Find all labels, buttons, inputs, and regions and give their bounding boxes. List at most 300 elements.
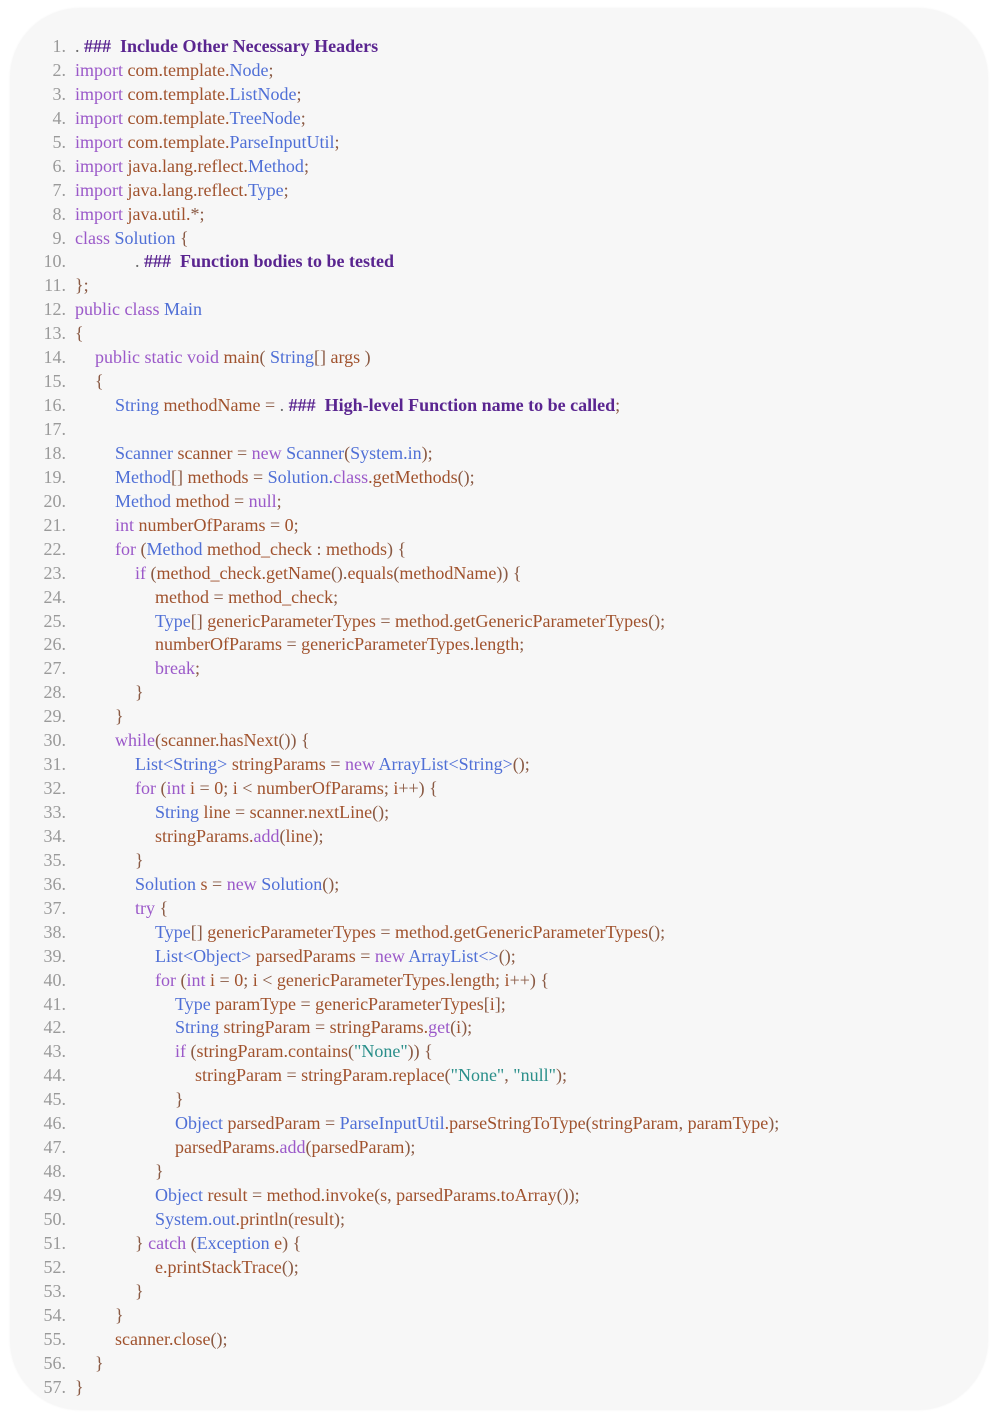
code-line [10,1064,988,1088]
code-token: *; [190,203,205,224]
code-token: < [237,778,257,799]
code-line [10,346,988,370]
code-token: parsedParams. [175,1137,280,1158]
code-token: List<String> [135,754,232,775]
line-number: 33. [43,802,66,822]
line-number: 36. [43,873,66,894]
code-line [10,490,988,514]
line-content [75,1112,779,1136]
code-token: (); [648,610,666,631]
line-number: 26. [43,634,66,655]
line-content [75,1160,164,1184]
code-token: method [175,490,230,511]
code-token: (); [457,466,475,487]
code-token: import [75,131,128,152]
code-token: = [230,802,250,822]
code-token: } [135,682,144,703]
line-content [75,921,665,945]
code-token: = [260,395,280,416]
code-token: ( [344,442,351,463]
code-line [10,562,988,586]
line-number: 13. [43,323,66,344]
line-content [75,1016,472,1040]
code-line [10,945,988,969]
code-token: int [115,514,139,535]
code-token: import [75,179,128,200]
code-line [10,825,988,849]
line-number: 46. [43,1113,66,1134]
code-token: import [75,107,128,128]
code-token: = [265,514,285,535]
code-token: numberOfParams [155,634,282,655]
line-number: 56. [43,1352,66,1373]
line-number: 37. [43,897,66,918]
code-token: import [75,155,128,176]
code-token: Main [163,299,202,320]
line-content [75,1352,104,1376]
code-token: 0 [284,514,294,535]
code-token: ; [293,514,299,535]
code-token: scanner.hasNext [161,730,279,751]
code-block [10,35,988,1399]
code-token: } [135,1232,149,1253]
code-line [10,705,988,729]
code-token: parsedParams [255,945,356,966]
line-content [75,490,282,514]
code-token: ); [312,825,324,846]
line-content [75,969,549,993]
line-number: 7. [52,179,66,200]
line-number: 35. [43,849,66,870]
line-number: 14. [43,347,66,368]
code-line [10,322,988,346]
code-token: String [175,1017,224,1038]
code-line [10,657,988,681]
line-number: 55. [43,1328,66,1349]
line-content [75,1088,184,1112]
code-token: ; [223,778,233,799]
code-line [10,969,988,993]
code-token: Method [115,466,171,487]
code-token: = [195,778,215,799]
code-line [10,466,988,490]
code-token: ListNode [229,83,297,104]
code-token: Node [229,59,269,80]
code-token: try [135,897,155,918]
placeholder-comment: ### Function bodies to be tested [144,251,395,272]
code-token: ; [243,969,253,990]
code-token: parsedParam [227,1113,321,1134]
code-token: import [75,83,128,104]
code-token: ( [305,1137,312,1158]
code-token: ()); [556,1185,580,1205]
line-number: 20. [43,490,66,511]
code-token: Type [247,179,284,200]
code-token: "None" [353,1041,408,1062]
line-content [75,1256,299,1280]
code-token: s [380,1185,388,1205]
line-content [75,633,524,657]
code-token: Type [175,993,216,1014]
line-content [75,1376,84,1400]
code-line [10,993,988,1017]
code-token: Scanner [286,442,345,463]
code-token: [] [171,466,188,487]
code-token: [] [190,921,208,942]
code-token: i [232,778,238,799]
code-line [10,1328,988,1352]
code-token: . [135,251,144,272]
code-line [10,681,988,705]
code-token: s [200,873,208,894]
code-line [10,203,988,227]
code-token: ( [585,1113,592,1134]
line-content [75,801,389,825]
code-token: ; [300,107,306,128]
code-token: com.template. [127,107,230,128]
code-token: i [210,969,216,990]
code-line [10,1160,988,1184]
line-number: 2. [52,59,66,80]
code-token: ; [495,969,505,990]
line-content [75,394,620,418]
code-token: paramType [215,993,296,1014]
code-token: ( [288,1208,295,1229]
line-content [75,610,665,634]
code-line [10,1184,988,1208]
code-line [10,1136,988,1160]
code-token: (); [512,754,530,775]
code-token: get [428,1017,451,1038]
code-token: = [310,1017,330,1038]
line-number: 12. [43,299,66,320]
code-token: Solution [261,873,323,894]
code-line [10,1040,988,1064]
code-token: { [95,371,104,392]
code-line [10,633,988,657]
code-token: = [247,1185,267,1205]
line-number: 54. [43,1304,66,1325]
code-token: = [295,993,316,1014]
line-content [75,514,299,538]
code-line [10,1208,988,1232]
code-token: equals [347,562,394,583]
code-token: i [393,778,399,799]
code-token: ; [333,586,339,607]
line-number: 30. [43,730,66,751]
code-token: args [330,347,361,368]
code-token: Type [155,921,191,942]
line-content [75,993,506,1017]
code-line [10,418,988,442]
line-content [75,466,475,490]
code-token: i [504,969,510,990]
line-number: 5. [52,131,66,152]
code-token: { [175,227,189,248]
code-token: (). [330,562,348,583]
line-number: 38. [43,921,66,942]
line-content [75,1280,144,1304]
code-token: ++) { [509,969,549,990]
line-number: 39. [43,945,66,966]
line-content [75,586,338,610]
code-token: = [229,490,249,511]
line-number: 18. [43,442,66,463]
line-number: 28. [43,682,66,703]
code-token: } [115,706,124,727]
line-number: 17. [43,419,66,439]
code-token: = [375,610,396,631]
code-token: add [253,825,280,846]
code-token: for [115,538,141,559]
code-token: java.lang.reflect. [127,179,248,200]
code-token: numberOfParams [138,514,266,535]
code-token: method_check [228,586,334,607]
code-token: ; [276,490,282,511]
code-token: Method [146,538,207,559]
line-content [75,1040,433,1064]
code-token: = [325,754,345,775]
code-token: } [135,849,144,870]
code-token: = [282,1065,302,1086]
line-content [75,897,168,921]
code-line [10,849,988,873]
code-token: = [207,873,227,894]
code-token: = [209,586,229,607]
code-token: java.lang.reflect. [127,155,248,176]
line-number: 52. [43,1256,66,1277]
code-token: [ [483,993,490,1014]
code-token: public class [75,299,164,320]
code-line [10,777,988,801]
code-token: method [155,586,209,607]
code-token: ( [393,562,400,583]
code-line [10,610,988,634]
code-token: System.in [350,442,422,463]
code-line [10,131,988,155]
line-number: 16. [43,395,66,416]
code-token: String [155,802,204,822]
line-content [75,346,371,370]
line-number: 41. [43,993,66,1014]
line-content [75,873,339,897]
code-token: numberOfParams [256,778,384,799]
code-token: scanner.nextLine [249,802,373,822]
code-token: line [203,802,231,822]
code-token: method.invoke [266,1185,375,1205]
code-token: genericParameterTypes [315,993,484,1014]
code-token: )) { [496,562,522,583]
code-token: } [75,1376,84,1397]
line-content [75,753,530,777]
line-number: 8. [52,203,66,224]
line-content [75,825,324,849]
code-token: 0 [214,778,224,799]
line-number: 4. [52,107,66,128]
code-token: ) [360,347,371,368]
line-content [75,1304,124,1328]
line-content [75,1064,567,1088]
code-token: = [320,1113,340,1134]
code-line [10,227,988,251]
code-token: class [75,227,115,248]
code-line [10,586,988,610]
line-number: 45. [43,1089,66,1110]
code-token: new [226,873,262,894]
code-token: Type [155,610,191,631]
line-content [75,1136,415,1160]
line-content [75,227,189,251]
line-number: 1. [52,36,66,56]
code-token: } [135,1280,144,1301]
code-token: Solution. [267,466,334,487]
code-token: )) { [407,1041,433,1062]
code-line [10,729,988,753]
line-number: 22. [43,538,66,559]
code-token: com.template. [127,59,230,80]
code-token: ( [180,969,187,990]
code-token: , [387,1185,397,1205]
code-token: int [186,969,211,990]
code-token: [] [314,347,331,368]
code-token: , [504,1065,514,1086]
code-line [10,801,988,825]
line-content [75,442,433,466]
code-token: stringParam [195,1065,282,1086]
code-token: { [155,897,169,918]
line-content [75,274,89,298]
code-token: genericParameterTypes [207,610,376,631]
code-token: for [135,778,161,799]
code-token: result [207,1185,248,1205]
code-token: i [190,778,196,799]
code-token: ( [150,562,157,583]
line-content [75,705,124,729]
code-line [10,250,988,274]
code-token: int [166,778,191,799]
line-number: 25. [43,610,66,631]
code-line [10,1280,988,1304]
line-number: 9. [52,227,66,248]
code-line [10,1112,988,1136]
code-token: genericParameterTypes.length [301,634,520,655]
line-content [75,562,522,586]
code-token: Method [247,155,304,176]
code-token: ( [160,778,167,799]
code-token: = [281,634,302,655]
code-token: . [75,36,84,56]
line-content [75,83,301,107]
code-token: ; [303,155,309,176]
code-token: } [155,1161,164,1182]
code-token: stringParams [231,754,326,775]
code-token: (); [322,873,340,894]
code-token: < [257,969,277,990]
line-content [75,945,516,969]
code-token: methods [187,466,249,487]
code-token: List<Object> [155,945,256,966]
code-line [10,873,988,897]
code-line [10,514,988,538]
line-content [75,370,104,394]
code-line [10,179,988,203]
code-token: result [294,1208,335,1229]
line-number: 44. [43,1065,66,1086]
code-token: ArrayList<> [408,945,499,966]
code-token: String [269,347,314,368]
line-content [75,1208,345,1232]
code-token: (); [498,945,516,966]
code-token: com.template. [127,131,230,152]
code-token: java.util. [127,203,191,224]
code-token: parsedParam [311,1137,405,1158]
line-content [75,1328,227,1352]
line-number: 19. [43,466,66,487]
code-token: (); [648,921,666,942]
code-token: e [274,1232,283,1253]
code-token: ; [296,83,302,104]
code-token: ( [190,1232,197,1253]
code-token: paramType [687,1113,769,1134]
code-token: = [248,466,268,487]
code-token: ArrayList<String> [378,754,513,775]
code-token: ); [421,442,433,463]
code-token: = [355,945,375,966]
code-line [10,298,988,322]
code-token: new [344,754,379,775]
code-token: , [678,1113,688,1134]
line-content [75,538,406,562]
line-content [75,59,273,83]
code-line [10,1232,988,1256]
code-token: : [311,538,326,559]
code-token: i [456,1017,462,1038]
line-content [75,777,438,801]
code-token: ; [615,395,621,416]
line-content [75,657,200,681]
code-token: { [75,323,84,344]
code-token: method.getGenericParameterTypes [395,610,649,631]
code-token: ParseInputUtil [229,131,335,152]
line-number: 34. [43,825,66,846]
code-token: stringParams. [329,1017,429,1038]
code-line [10,370,988,394]
code-token: ( [374,1185,381,1205]
code-token: Method [115,490,176,511]
code-token: ) { [386,538,407,559]
code-line [10,1016,988,1040]
code-token: parsedParams.toArray [396,1185,557,1205]
code-token: stringParam [591,1113,679,1134]
code-token: .println [235,1208,289,1229]
code-token: if [175,1041,191,1062]
code-token: } [175,1089,184,1110]
code-token: method_check [207,538,312,559]
line-number: 40. [43,969,66,990]
code-token: (); [372,802,390,822]
code-token: new [251,442,287,463]
line-number: 3. [52,83,66,104]
line-number: 49. [43,1185,66,1205]
code-token: TreeNode [229,107,301,128]
code-token: e.printStackTrace [155,1256,282,1277]
code-token: ; [194,658,200,679]
code-token: ( [347,1041,354,1062]
code-token: add [279,1137,306,1158]
code-line [10,1088,988,1112]
code-line [10,753,988,777]
code-line [10,155,988,179]
